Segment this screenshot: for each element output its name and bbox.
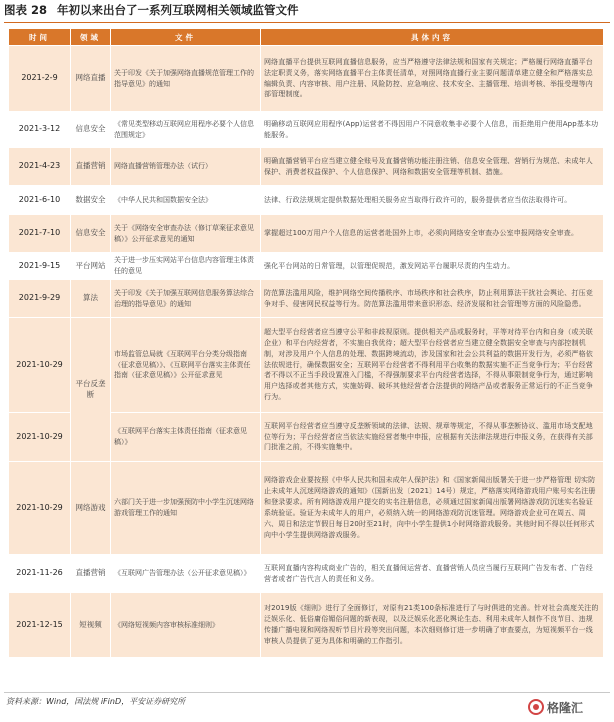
document-cell: 关于印发《关于加强网络直播规范管理工作的指导意见》的通知: [111, 46, 261, 112]
bottom-divider: [4, 692, 610, 693]
field-cell: 平台网站: [71, 253, 111, 280]
document-cell: 《常见类型移动互联网应用程序必要个人信息范围规定》: [111, 112, 261, 148]
date-cell: 2021-10-29: [9, 462, 71, 555]
watermark: [528, 697, 610, 717]
field-cell: 直播营销: [71, 555, 111, 593]
header-date: 时间: [9, 29, 71, 46]
field-cell: 网络直播: [71, 46, 111, 112]
content-cell: 对2019版《细则》进行了全面修订，对原有21类100条标准进行了与时俱进的完善。针对社会高度关注的泛娱乐化、低俗庸俗媚俗问题的新表现，以及泛娱乐化恶化舆论生态、利用未成年人制作不良节目、违规传播广播电视和网络视听节目片段等突出问题，本次细则修订进一步明确了审查要点，为短视频平台一线审核人员提供了更为具体和明确的工作指引。: [261, 593, 604, 658]
document-cell: 关于进一步压实网站平台信息内容管理主体责任的意见: [111, 253, 261, 280]
table-header-row: [9, 29, 604, 46]
content-cell: 互联网平台经营者应当遵守反垄断领域的法律、法规、规章等规定，不得从事垄断协议、滥用市场支配地位等行为；平台经营者应当依法实施经营者集中申报，应根据有关法律法规进行申报义务，在获得有关部门批准之前，不得实施集中。: [261, 413, 604, 462]
figure-title-text: 年初以来出台了一系列互联网相关领域监管文件: [57, 3, 299, 17]
document-cell: 网络直播营销管理办法（试行）: [111, 148, 261, 186]
content-cell: 网络直播平台提供互联网直播信息服务，应当严格遵守法律法规和国家有关规定；严格履行网络直播平台法定职责义务，落实网络直播平台主体责任清单，对照网络直播行业主要问题清单建立健全和严格落实总编辑负责、内容审核、用户注册、风险防控、应急响应、技术安全、主播管理、培训考核、举报受理等内部管理制度。: [261, 46, 604, 112]
document-cell: 关于印发《关于加强互联网信息服务算法综合治理的指导意见》的通知: [111, 280, 261, 318]
date-cell: 2021-11-26: [9, 555, 71, 593]
date-cell: 2021-12-15: [9, 593, 71, 658]
table-row: [9, 215, 604, 253]
table-row: [9, 112, 604, 148]
date-cell: 2021-7-10: [9, 215, 71, 253]
content-cell: 超大型平台经营者应当遵守公平和非歧视原则。提供相关产品或服务时，平等对待平台内和自身（或关联企业）和平台内经营者，不实施自我优待；超大型平台经营者应当建立健全数据安全审查与内部控制机制，对涉及用户个人信息的处理、数据跨境流动，涉及国家和社会公共利益的数据开发行为，必须严格依法依规进行，确保数据安全；互联网平台经营者不得利用平台收集的数据实施不正当竞争行为；平台经营者不得以不正当手段设置准入门槛，不得强制要求平台内经营者选择，不得从事限制竞争行为，通过影响用户选择或者其他方式，实施妨碍、破坏其他经营者合法提供的网络产品或者服务正常运行的不正当竞争行为。: [261, 318, 604, 413]
content-cell: 明确直播营销平台应当建立健全账号及直播营销功能注册注销、信息安全管理、营销行为规范、未成年人保护、消费者权益保护、个人信息保护、网络和数据安全管理等机制、措施。: [261, 148, 604, 186]
content-cell: 防范算法滥用风险，维护网络空间传播秩序、市场秩序和社会秩序，防止利用算法干扰社会舆论、打压竞争对手、侵害网民权益等行为。防范算法滥用带来意识形态、经济发展和社会管理等方面的风险隐患。: [261, 280, 604, 318]
table-row: [9, 318, 604, 413]
gelonghui-logo-icon: [528, 699, 544, 715]
field-cell: 信息安全: [71, 215, 111, 253]
table-row: [9, 462, 604, 555]
table-row: [9, 593, 604, 658]
table-row: [9, 555, 604, 593]
document-cell: 《网络短视频内容审核标准细则》: [111, 593, 261, 658]
date-cell: 2021-2-9: [9, 46, 71, 112]
document-cell: 《互联网广告管理办法（公开征求意见稿）》: [111, 555, 261, 593]
document-cell: 关于《网络安全审查办法（修订草案征求意见稿）》公开征求意见的通知: [111, 215, 261, 253]
document-cell: 市场监管总局就《互联网平台分类分级指南（征求意见稿）》、《互联网平台落实主体责任指南（征求意见稿）》公开征求意见: [111, 318, 261, 413]
header-content: 具体内容: [261, 29, 604, 46]
table-row: [9, 280, 604, 318]
header-field: 领域: [71, 29, 111, 46]
document-cell: 六部门关于进一步加强预防中小学生沉迷网络游戏管理工作的通知: [111, 462, 261, 555]
content-cell: 掌握超过100万用户个人信息的运营者赴国外上市，必须向网络安全审查办公室申报网络安全审查。: [261, 215, 604, 253]
content-cell: 强化平台网站的日常管理，以管理促规范，激发网站平台履职尽责的内生动力。: [261, 253, 604, 280]
table-row: [9, 148, 604, 186]
document-cell: 《中华人民共和国数据安全法》: [111, 186, 261, 215]
date-cell: 2021-3-12: [9, 112, 71, 148]
content-cell: 明确移动互联网应用程序(App)运营者不得因用户不同意收集非必要个人信息，而拒绝用户使用App基本功能服务。: [261, 112, 604, 148]
content-cell: 网络游戏企业要按照《中华人民共和国未成年人保护法》和《国家新闻出版署关于进一步严格管理 切实防止未成年人沉迷网络游戏的通知》（国新出发〔2021〕14号）规定，严格落实网络游戏用户账号实名注册和登录要求。所有网络游戏用户提交的实名注册信息，必须通过国家新闻出版署网络游戏防沉迷实名验证系统验证。验证为未成年人的用户，必须纳入统一的网络游戏防沉迷管理。网络游戏企业可在周五、周六、周日和法定节假日每日20时至21时，向中小学生提供1小时网络游戏服务。其他时间不得以任何形式向中小学生提供网络游戏服务。: [261, 462, 604, 555]
table-row: [9, 253, 604, 280]
table-row: [9, 186, 604, 215]
date-cell: 2021-10-29: [9, 413, 71, 462]
date-cell: 2021-6-10: [9, 186, 71, 215]
field-cell: 直播营销: [71, 148, 111, 186]
date-cell: 2021-10-29: [9, 318, 71, 413]
source-note: 资料来源：Wind，国法规 iFinD，平安证券研究所: [6, 697, 186, 706]
field-cell: 网络游戏: [71, 462, 111, 555]
content-cell: 法律、行政法规规定提供数据处理相关服务应当取得行政许可的，服务提供者应当依法取得许可。: [261, 186, 604, 215]
date-cell: 2021-4-23: [9, 148, 71, 186]
figure-title: [4, 2, 610, 20]
field-cell: 数据安全: [71, 186, 111, 215]
field-cell: 平台反垄断: [71, 318, 111, 462]
title-divider: [4, 22, 610, 23]
header-document: 文件: [111, 29, 261, 46]
field-cell: 短视频: [71, 593, 111, 658]
table-row: [9, 46, 604, 112]
regulation-table: [8, 28, 604, 658]
content-cell: 互联网直播内容构成商业广告的，相关直播间运营者、直播营销人员应当履行互联网广告发布者、广告经营者或者广告代言人的责任和义务。: [261, 555, 604, 593]
date-cell: 2021-9-15: [9, 253, 71, 280]
document-cell: 《互联网平台落实主体责任指南（征求意见稿）》: [111, 413, 261, 462]
watermark-text: 格隆汇: [547, 700, 584, 715]
field-cell: 算法: [71, 280, 111, 318]
figure-number: 图表 28: [4, 3, 48, 17]
date-cell: 2021-9-29: [9, 280, 71, 318]
field-cell: 信息安全: [71, 112, 111, 148]
